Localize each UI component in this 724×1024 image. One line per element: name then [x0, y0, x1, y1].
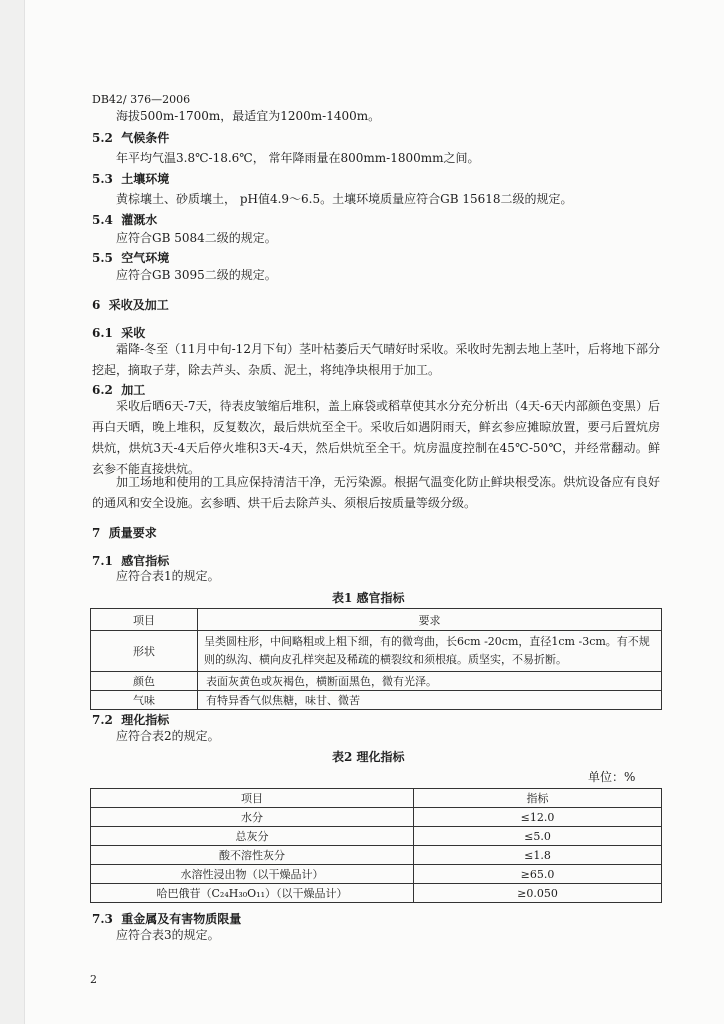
section-title: 重金属及有害物质限量 [121, 912, 242, 926]
table-header-cell: 指标 [414, 789, 662, 808]
table-cell-item: 水分 [91, 808, 414, 827]
sensory-table [90, 608, 662, 710]
table-cell-value: ≤1.8 [414, 846, 662, 865]
table-cell-item: 哈巴俄苷（C₂₄H₃₀O₁₁）（以干燥品计） [91, 884, 414, 903]
table2-unit: 单位：% [588, 770, 636, 784]
section-title: 土壤环境 [121, 172, 170, 186]
processing-paragraph-1: 采收后晒6天-7天，待表皮皱缩后堆积，盖上麻袋或稻草使其水分充分析出（4天-6天内部颜色变黑）后再白天晒，晚上堆积，反复数次，最后烘炕至全干。采收后如遇阴雨天，鲜玄参应摊晾放置，要弓后置炕房烘炕，烘炕3天-4天后停火堆积3天-4天，然后烘炕至全干。炕房温度控制在45℃-50℃，并经常翻动。鲜玄参不能直接烘炕。 [92, 399, 660, 476]
section-number: 6 [92, 298, 101, 312]
section-5-3-heading [92, 172, 169, 187]
irrigation-text: 应符合GB 5084二级的规定。 [116, 231, 277, 245]
table-header-cell: 要求 [198, 609, 662, 631]
section-number: 7.1 [92, 554, 113, 568]
section-number: 6.1 [92, 326, 113, 340]
section-number: 5.5 [92, 251, 113, 265]
processing-paragraph-2: 加工场地和使用的工具应保持清洁干净，无污染源。根据气温变化防止鲜块根受冻。烘炕设备应有良好的通风和安全设施。玄参晒、烘干后去除芦头、须根后按质量等级分级。 [92, 475, 660, 510]
section-7-1-text: 应符合表1的规定。 [116, 569, 220, 583]
climate-text: 年平均气温3.8℃-18.6℃， 常年降雨量在800mm-1800mm之间。 [116, 151, 480, 165]
section-7-2-text: 应符合表2的规定。 [116, 729, 220, 743]
table-cell-requirement: 表面灰黄色或灰褐色，横断面黑色，微有光泽。 [198, 672, 662, 691]
table2-caption: 表2 理化指标 [332, 750, 405, 764]
chapter-6-heading [92, 298, 169, 313]
page-number: 2 [90, 973, 97, 986]
section-5-4-heading [92, 213, 157, 228]
table-row [91, 808, 662, 827]
section-number: 7 [92, 526, 101, 540]
section-number: 5.4 [92, 213, 113, 227]
harvest-paragraph: 霜降-冬至（11月中旬-12月下旬）茎叶枯萎后天气晴好时采收。采收时先割去地上茎叶，后将地下部分挖起，摘取子芽，除去芦头、杂质、泥土，将纯净块根用于加工。 [92, 342, 660, 377]
section-title: 加工 [121, 383, 146, 397]
section-5-5-heading [92, 251, 169, 266]
section-number: 5.2 [92, 131, 113, 145]
doc-code-header: DB42/ 376—2006 [92, 93, 191, 106]
altitude-text: 海拔500m-1700m，最适宜为1200m-1400m。 [116, 109, 381, 123]
table-cell-item: 气味 [91, 691, 198, 710]
table1-caption: 表1 感官指标 [332, 591, 405, 605]
section-number: 7.2 [92, 713, 113, 727]
section-7-3-text: 应符合表3的规定。 [116, 928, 220, 942]
table-cell-value: ≤5.0 [414, 827, 662, 846]
table-row [91, 691, 662, 710]
section-title: 采收 [121, 326, 146, 340]
table-header-row [91, 789, 662, 808]
chapter-7-heading [92, 526, 157, 541]
table-cell-item: 酸不溶性灰分 [91, 846, 414, 865]
table-row [91, 672, 662, 691]
section-title: 气候条件 [121, 131, 170, 145]
table-row [91, 884, 662, 903]
table-cell-item: 总灰分 [91, 827, 414, 846]
section-5-2-heading [92, 131, 169, 146]
section-title: 质量要求 [108, 526, 157, 540]
table-row [91, 865, 662, 884]
scan-left-edge [0, 0, 25, 1024]
table-cell-value: ≤12.0 [414, 808, 662, 827]
table-header-cell: 项目 [91, 609, 198, 631]
section-number: 6.2 [92, 383, 113, 397]
section-number: 5.3 [92, 172, 113, 186]
table-row [91, 827, 662, 846]
section-title: 空气环境 [121, 251, 170, 265]
physicochemical-table [90, 788, 662, 903]
table-row [91, 846, 662, 865]
table-header-row [91, 609, 662, 631]
table-header-cell: 项目 [91, 789, 414, 808]
section-title: 采收及加工 [108, 298, 169, 312]
table-cell-item: 颜色 [91, 672, 198, 691]
table-cell-requirement: 呈类圆柱形，中间略粗或上粗下细，有的微弯曲，长6cm -20cm，直径1cm -3cm。有不规则的纵沟、横向皮孔样突起及稀疏的横裂纹和须根痕。质坚实，不易折断。 [198, 631, 662, 672]
table-cell-item: 形状 [91, 631, 198, 672]
section-title: 感官指标 [121, 554, 170, 568]
table-cell-value: ≥65.0 [414, 865, 662, 884]
air-text: 应符合GB 3095二级的规定。 [116, 268, 277, 282]
table-cell-requirement: 有特异香气似焦糖，味甘、微苦 [198, 691, 662, 710]
section-title: 理化指标 [121, 713, 170, 727]
table-cell-item: 水溶性浸出物（以干燥品计） [91, 865, 414, 884]
soil-text: 黄棕壤土、砂质壤土， pH值4.9～6.5。土壤环境质量应符合GB 15618二级的规定。 [116, 192, 573, 206]
section-title: 灌溉水 [121, 213, 158, 227]
table-cell-value: ≥0.050 [414, 884, 662, 903]
table-row [91, 631, 662, 672]
section-number: 7.3 [92, 912, 113, 926]
